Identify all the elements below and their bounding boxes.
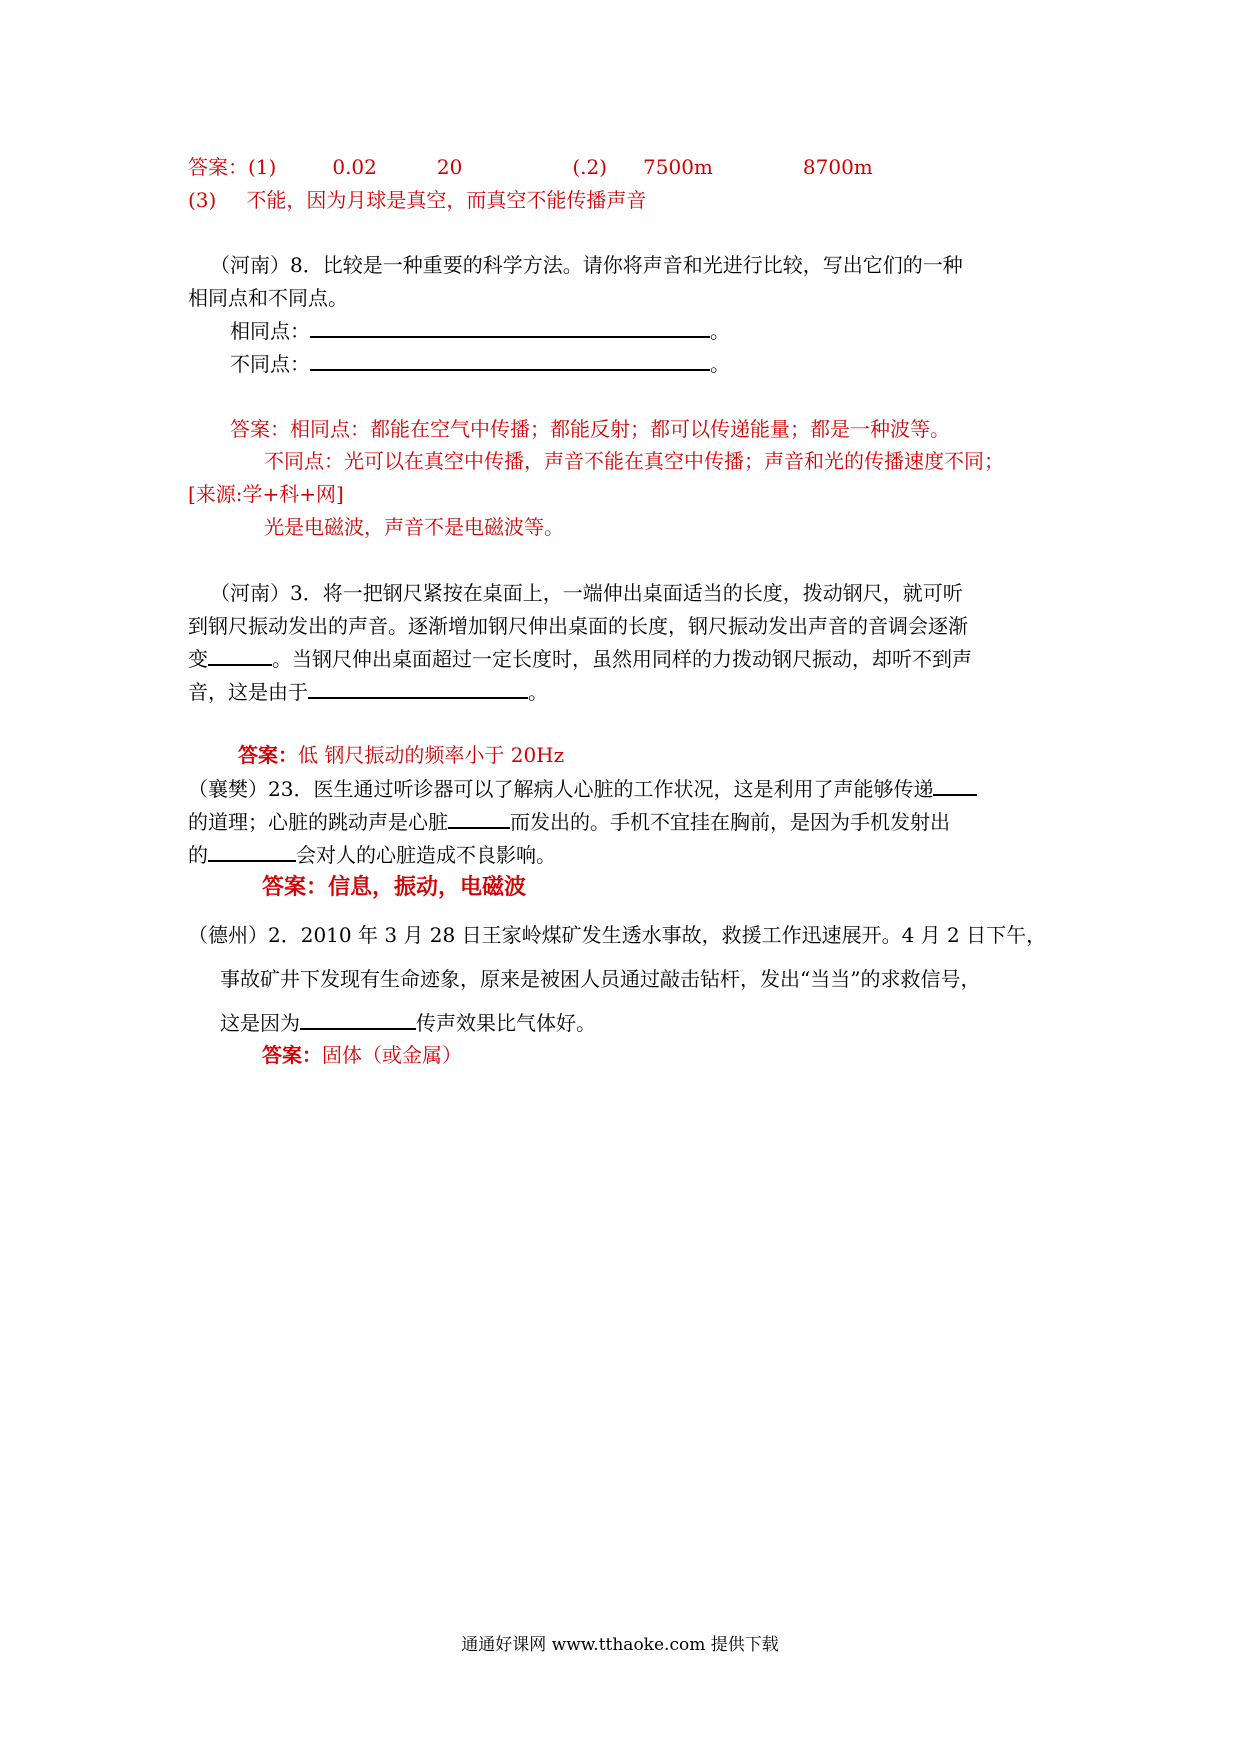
answer-8-line-2: 不同点：光可以在真空中传播，声音不能在真空中传播；声音和光的传播速度不同； (264, 449, 1004, 473)
question-text: 音，这是由于 (188, 680, 308, 704)
solid-blank[interactable] (300, 1010, 416, 1030)
question-text: 。 (528, 680, 548, 704)
question-2-line-2: 事故矿井下发现有生命迹象，原来是被困人员通过敲击钻杆，发出“当当”的求救信号， (220, 967, 981, 991)
same-point-blank[interactable] (310, 318, 710, 338)
question-3-line-2: 到钢尺振动发出的声音。逐渐增加钢尺伸出桌面的长度，钢尺振动发出声音的音调会逐渐 (188, 614, 968, 638)
question-3-line-1: （河南）3．将一把钢尺紧按在桌面上，一端伸出桌面适当的长度，拨动钢尺，就可听 (210, 581, 963, 605)
question-23-line-2 (188, 809, 950, 835)
pitch-blank[interactable] (208, 646, 272, 666)
answer-2 (262, 1042, 462, 1068)
same-point-label: 相同点： (230, 319, 310, 343)
page-footer: 通通好课网 www.tthaoke.com 提供下载 (461, 1635, 779, 1655)
answer-value: 7500m (643, 155, 713, 179)
question-text: 的道理；心脏的跳动声是心脏 (188, 810, 448, 834)
answer-3 (238, 742, 564, 768)
answer-8-line-1: 答案：相同点：都能在空气中传播；都能反射；都可以传递能量；都是一种波等。 (230, 417, 950, 441)
question-text: 变 (188, 647, 208, 671)
answer-1-line-2 (188, 187, 646, 213)
question-text: （襄樊）23．医生通过听诊器可以了解病人心脏的工作状况，这是利用了声能够传递 (188, 777, 934, 801)
question-3-line-4 (188, 679, 548, 705)
question-23-line-1 (188, 776, 977, 802)
question-text: 而发出的。手机不宜挂在胸前，是因为手机发射出 (510, 810, 950, 834)
answer-label: (.2) (572, 155, 608, 179)
reason-blank[interactable] (308, 679, 528, 699)
question-text: 的 (188, 843, 208, 867)
answer-text: 低 钢尺振动的频率小于 20Hz (298, 743, 565, 767)
end-mark: 。 (710, 352, 730, 376)
question-text: 。当钢尺伸出桌面超过一定长度时，虽然用同样的力拨动钢尺振动，却听不到声 (272, 647, 972, 671)
question-text: 这是因为 (220, 1011, 300, 1035)
answer-8-source: [来源:学+科+网] (188, 482, 344, 506)
answer-value: 0.02 (332, 155, 377, 179)
heart-blank[interactable] (448, 809, 510, 829)
question-text: 传声效果比气体好。 (416, 1011, 596, 1035)
answer-value: 8700m (802, 155, 873, 179)
diff-point-blank[interactable] (310, 351, 710, 371)
answer-label: (3) (188, 188, 217, 212)
diff-point-row (230, 351, 730, 377)
answer-23: 答案：信息，振动，电磁波 (262, 874, 527, 900)
question-8-line-1: （河南）8．比较是一种重要的科学方法。请你将声音和光进行比较，写出它们的一种 (210, 253, 963, 277)
question-text: 会对人的心脏造成不良影响。 (296, 843, 556, 867)
answer-label: 答案： (238, 743, 298, 767)
answer-text: 固体（或金属） (322, 1043, 462, 1067)
diff-point-label: 不同点： (230, 352, 310, 376)
answer-value: 20 (436, 155, 463, 179)
question-3-line-3 (188, 646, 972, 672)
answer-8-line-4: 光是电磁波，声音不是电磁波等。 (264, 515, 564, 539)
question-2-line-1: （德州）2．2010 年 3 月 28 日王家岭煤矿发生透水事故，救援工作迅速展开。4 月 2 日下午， (188, 923, 1047, 947)
answer-1-line-1 (188, 154, 873, 180)
same-point-row (230, 318, 730, 344)
question-8-line-2: 相同点和不同点。 (188, 286, 348, 310)
question-23-line-3 (188, 842, 556, 868)
question-2-line-3 (220, 1010, 596, 1036)
end-mark: 。 (710, 319, 730, 343)
phone-blank[interactable] (208, 842, 296, 862)
transmit-blank[interactable] (933, 776, 977, 796)
answer-label: 答案： (262, 1043, 322, 1067)
answer-label: 答案：(1) (188, 155, 277, 179)
answer-text: 不能，因为月球是真空，而真空不能传播声音 (246, 188, 647, 212)
